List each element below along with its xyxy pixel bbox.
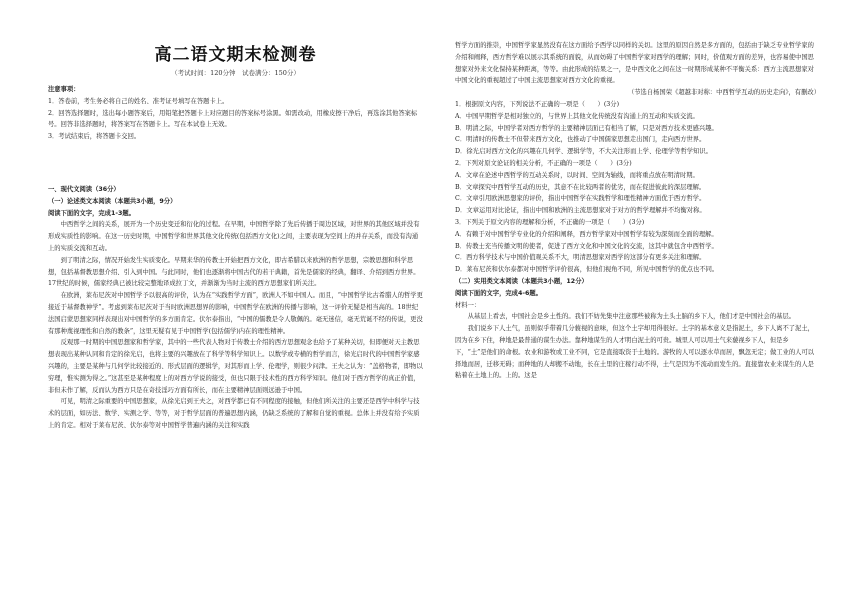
subsection-heading: （一）论述类文本阅读（本题共3小题，9分） <box>48 197 177 205</box>
passage-paragraph: 可见，明清之际重要的中国思想家，从徐光启到王夫之，对西学都已有不同程度的接触，但他们所关注的主要还是西学中科学与技术的层面，如历法、数学、实测之学、等等，对于哲学层面的普遍思想内涵，仍缺乏系统的了解和自觉的重视。总体上并没有给予实质上的肯定。相对于莱布尼茨、伏尔泰等对中国哲学普遍内涵的关注和实践 <box>48 398 420 429</box>
reading-instruction: 阅读下面的文字，完成4-6题。 <box>455 289 542 297</box>
passage-paragraph: 哲学方面的推崇，中国哲学家显然没有在这方面给予西学以同样的关切。这里的原因自然是多方面的，包括由于缺乏专业哲学家的介绍和阐释，西方哲学难以展示其系统的面貌，从而妨碍了中国哲学家对西学的理解；同时，价值观方面的差异，也容易使中国思想家对外来文化保持某种距离，等等。由此形成的结果之一，是中西文化之间在这一时期形成某种不平衡关系：西方主流思想家对中国文化的重视超过了中国主流思想家对西方文化的重视。 <box>455 42 814 85</box>
question-option: B．传教士充当传播文明的使者，促进了西方文化和中国文化的交流，这其中就包含中西哲学。 <box>455 242 718 250</box>
subsection-heading: （二）实用类文本阅读（本题共3小题，12分） <box>455 277 588 285</box>
passage-paragraph: 在欧洲，莱布尼茨对中国哲学予以很高的评价，认为在“实践哲学方面”，欧洲人不如中国人。而且，“中国哲学比古希腊人的哲学更接近于基督教神学”。考虑到莱布尼茨对于当时欧洲思想界的影响，中国哲学在欧洲的传播与影响，这一评价无疑是相当高的。18世纪法国启蒙思想家同样表现出对中国哲学的多方面肯定。伏尔泰指出，“中国的儒教是令人敬佩的。毫无迷信，毫无荒诞不经的传说，更没有那种蔑视理性和自然的教条”，这里无疑有见于中国哲学(包括儒学)内在的理性精神。 <box>48 292 423 335</box>
question-option: B．文章探究中西哲学互动的历史，其意不在比较两者的优劣，而在促进彼此的深层理解。 <box>455 183 706 191</box>
question-option: D．徐光启对西方文化的兴趣在几何学、逻辑学等，不大关注形而上学、伦理学等哲学知识。 <box>455 148 712 156</box>
material-paragraph: 我们说乡下人土气，虽则似乎带着几分藐视的意味，但这个土字却用得很好。土字的基本意义是指泥土，乡下人离不了泥土，因为在乡下住，种地是最普通的谋生办法。靠种地谋生的人才明白泥土的可贵。城里人可以用土气来藐视乡下人，但是乡下，“土”是他们的命根。农业和游牧或工业不同，它是直接取资于土地的。游牧的人可以逐水草而居，飘忽无定；做工业的人可以择地而居，迁移无碍；而种地的人却搬不动地，长在土里的庄稼行动不得，土气是因为不流动而发生的。直接靠农业来谋生的人是粘着在土地上的。上的。这是 <box>455 325 815 380</box>
passage-paragraph: 到了明清之际，情况开始发生实质变化。早期来华的传教士开始把西方文化，即古希腊以来欧洲的哲学思想，宗教思想和科学思想，包括基督教思想介绍、引入到中国。与此同时，他们也逐渐将中国古代的若干典籍，首先是儒家的经典，翻译、介绍到西方世界。17世纪的时候，儒家经典已被比较完整地译成拉丁文，并渐渐为当时主流的西方思想家们所关注。 <box>48 256 420 288</box>
question-option: C．西方科学技术与中国价值观关系不大，明清思想家对西学的这部分有更多关注和理解。 <box>455 254 706 262</box>
exam-info: （考试时间：120分钟 试卷满分：150分） <box>171 69 300 77</box>
material-paragraph: 从基层上看去，中国社会是乡土性的。我们不妨先集中注意那些被称为土头土脑的乡下人，他们才是中国社会的基层。 <box>467 313 796 321</box>
passage-source: （节选自杨国荣《超越非对称：中西哲学互动的历史走向》，有删改） <box>627 89 820 97</box>
question-option: B．明清之际，中国学者对西方哲学的主要精神层面已有相当了解，只是对西方技术更感兴趣。 <box>455 124 718 132</box>
passage-paragraph: 反观那一时期的中国思想家和哲学家，其中的一些代表人物对于传教士介绍的西方思想观念也给予了某种关切，但即便对天主教思想表现出某种认同和肯定的徐光启，也将主要的兴趣放在了科学等科学知识上。以数学或专横的哲学而言，徐光启时代的中国哲学家感兴趣的，主要是某种与几何学比较接近的、形式层面的逻辑学，对其形而上学、伦理学，则很少问津。王夫之认为：“盖格物者，即物以穷理，惟实测为得之。”这甚至是某种程度上的对西方学说的接受，但也只限于技术性的西方科学知识。他们对于西方哲学的真正价值，非但未作了解，反而认为西方只是在奇技淫巧方面有所长，而在主要精神层面则远逊于中国。 <box>48 339 423 394</box>
section1-block <box>48 184 423 432</box>
question-option: C．文章引用欧洲思想家的评价，指出中国哲学在实践哲学和理性精神方面优于西方哲学。 <box>455 195 706 203</box>
question-option: C．明清时的传教士不但带来西方文化，也推动了中国儒家思想走出国门，走向西方世界。 <box>455 136 706 144</box>
material-label: 材料一： <box>455 301 481 309</box>
page-title: 高二语文期末检测卷 <box>154 45 317 65</box>
reading-instruction: 阅读下面的文字，完成1-3题。 <box>48 209 135 217</box>
passage-paragraph: 中西哲学之间的关系，展开为一个历史变迁和衍化的过程。在早期，中国哲学除了先后传播于周边区域，对世界的其他区域并没有形成实质性的影响。在这一历史时期，中国哲学和世界其他文化传统(包括西方文化)之间，主要表现为空间上的并存关系，而没有沟通上的实质交流和互动。 <box>48 221 420 252</box>
notes-heading: 注意事项： <box>48 86 80 93</box>
question-option: A．有赖于对中国哲学专业化的介绍和阐释，西方哲学家对中国哲学有较为深刻而全面的理解。 <box>455 230 718 238</box>
question-option: D．莱布尼茨和伏尔泰都对中国哲学评价很高，但他们视角不同，所见中国哲学的优点也不同。 <box>455 266 719 274</box>
question-stem: 3．下列关于原文内容的理解和分析，不正确的一项是（ ）(3分) <box>455 218 645 226</box>
section-heading: 一、现代文阅读（36分） <box>48 186 120 193</box>
notes-block <box>48 84 423 143</box>
question-option: A．中国早期哲学是相对独立的，与世界上其他文化传统没有沟通上的互动和实质交流。 <box>455 112 699 120</box>
right-block <box>455 40 820 382</box>
question-option: D．文章运用对比论证，指出中国和欧洲的主流思想家对于对方的哲学理解并不均衡对称。 <box>455 207 706 215</box>
note-item: 2．回答选择题时，选出每小题答案后，用铅笔把答题卡上对应题目的答案标号涂黑。如需改动，用橡皮擦干净后，再选涂其他答案标号。回答非选择题时，将答案写在答题卡上。写在本试卷上无效。 <box>48 109 418 129</box>
question-option: A．文章在论述中西哲学的互动关系时，以时间、空间为轴线，而将重点放在明清时期。 <box>455 171 699 179</box>
note-item: 3．考试结束后，将答题卡交回。 <box>48 133 141 141</box>
question-stem: 2．下列对原文论证的相关分析，不正确的一项是（ ）(3分) <box>455 159 632 167</box>
note-item: 1．答卷前，考生务必将自己的姓名、准考证号填写在答题卡上。 <box>48 97 229 105</box>
question-stem: 1．根据原文内容，下列说法不正确的一项是（ ）(3分) <box>455 100 620 108</box>
